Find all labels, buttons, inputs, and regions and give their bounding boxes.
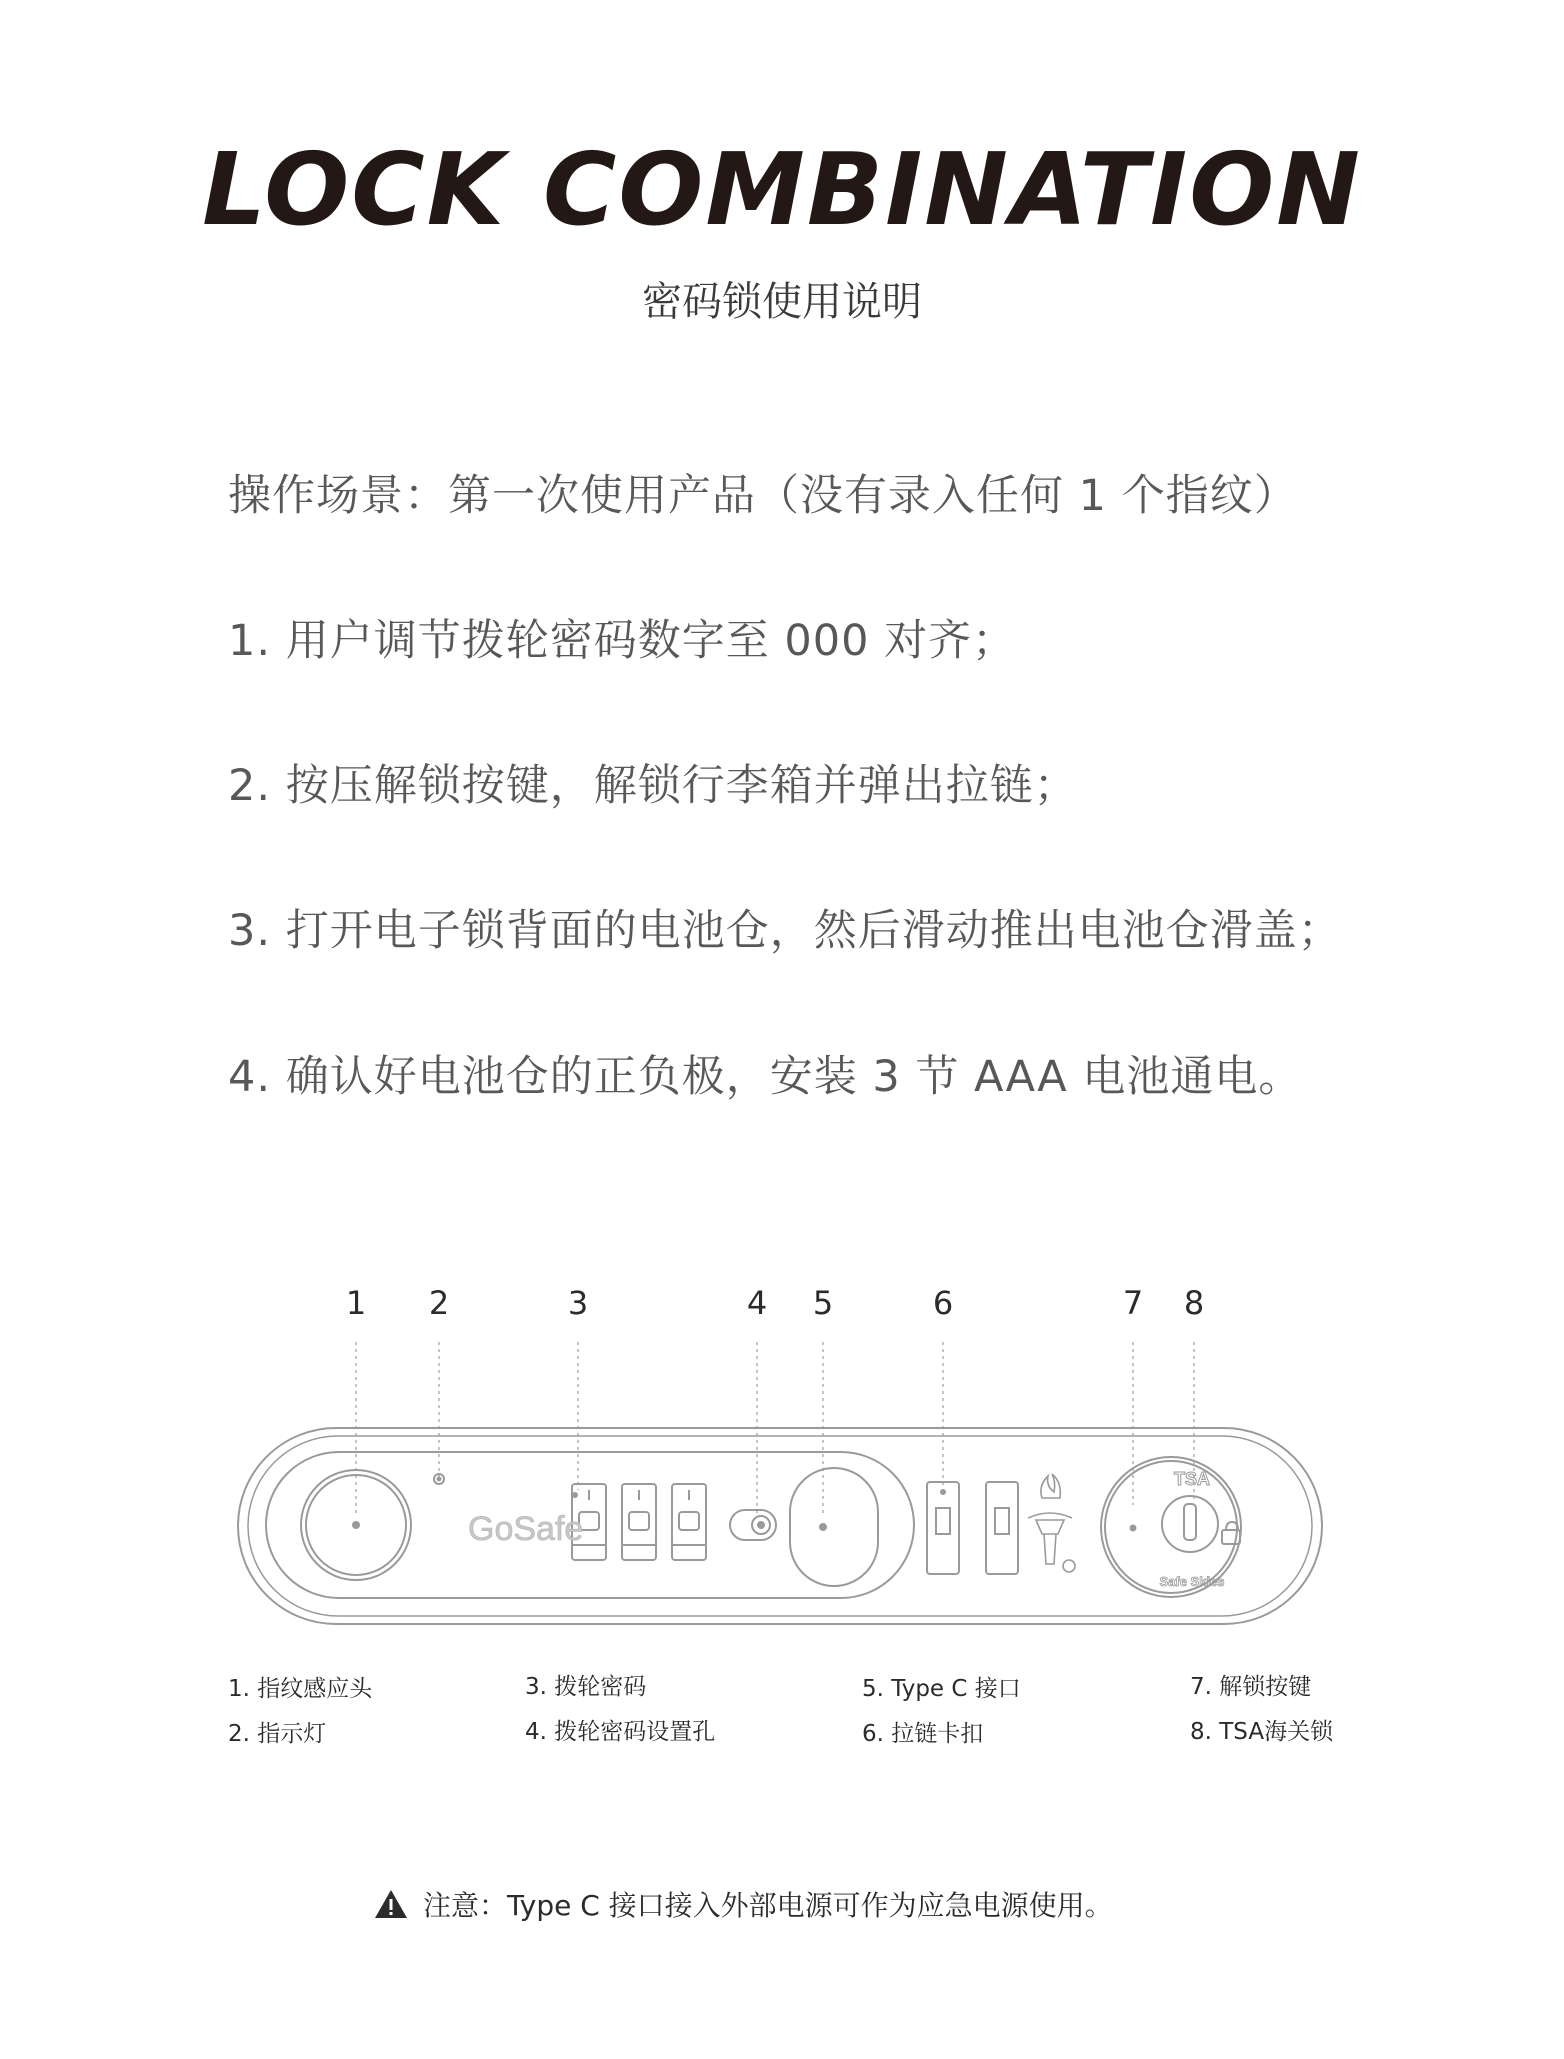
step-3: 3. 打开电子锁背面的电池仓，然后滑动推出电池仓滑盖； <box>228 906 1342 956</box>
legend-item-4: 4. 拨轮密码设置孔 <box>525 1719 716 1745</box>
fingerprint-sensor-icon <box>301 1470 411 1580</box>
callout-5: 5 <box>812 1284 834 1322</box>
tsa-text: TSA <box>1174 1469 1210 1489</box>
page-subtitle: 密码锁使用说明 <box>642 279 922 325</box>
step-4: 4. 确认好电池仓的正负极，安装 3 节 AAA 电池通电。 <box>228 1052 1303 1102</box>
legend-item-6: 6. 拉链卡扣 <box>862 1721 984 1747</box>
page-title: LOCK COMBINATION <box>202 131 1362 248</box>
callout-8: 8 <box>1183 1284 1205 1322</box>
scenario-text: 操作场景：第一次使用产品（没有录入任何 1 个指纹） <box>228 471 1298 521</box>
callout-2: 2 <box>428 1284 450 1322</box>
device-brand-logo: GoSafe <box>468 1510 584 1548</box>
notice <box>373 1884 1113 1924</box>
callout-1: 1 <box>345 1284 367 1322</box>
dial-2 <box>622 1484 656 1560</box>
combination-dials <box>572 1484 706 1560</box>
callout-6: 6 <box>932 1284 954 1322</box>
lock-device-diagram <box>230 1410 1330 1630</box>
legend-item-3: 3. 拨轮密码 <box>525 1674 647 1700</box>
step-2: 2. 按压解锁按键，解锁行李箱并弹出拉链； <box>228 761 1078 811</box>
reset-hole-icon <box>730 1510 776 1540</box>
legend-item-5: 5. Type C 接口 <box>862 1676 1021 1702</box>
legend-item-8: 8. TSA海关锁 <box>1190 1719 1334 1745</box>
indicator-light-icon <box>434 1474 444 1484</box>
device-left-panel <box>266 1452 914 1598</box>
seal-text: Safe Skies <box>1159 1574 1225 1589</box>
zipper-clasp-icon <box>927 1482 1018 1574</box>
dial-3 <box>672 1484 706 1560</box>
notice-text: 注意：Type C 接口接入外部电源可作为应急电源使用。 <box>423 1889 1113 1922</box>
legend-item-2: 2. 指示灯 <box>228 1721 327 1747</box>
legend-item-1: 1. 指纹感应头 <box>228 1676 373 1702</box>
tsa-keyhole-icon <box>1162 1496 1240 1552</box>
callout-3: 3 <box>567 1284 589 1322</box>
warning-triangle-icon <box>373 1888 409 1920</box>
legend-item-7: 7. 解锁按键 <box>1190 1674 1312 1700</box>
type-c-port-icon <box>790 1468 878 1586</box>
callout-7: 7 <box>1122 1284 1144 1322</box>
callout-4: 4 <box>746 1284 768 1322</box>
tsa-torch-logo-icon <box>1028 1474 1075 1572</box>
step-1: 1. 用户调节拨轮密码数字至 000 对齐； <box>228 616 1017 666</box>
